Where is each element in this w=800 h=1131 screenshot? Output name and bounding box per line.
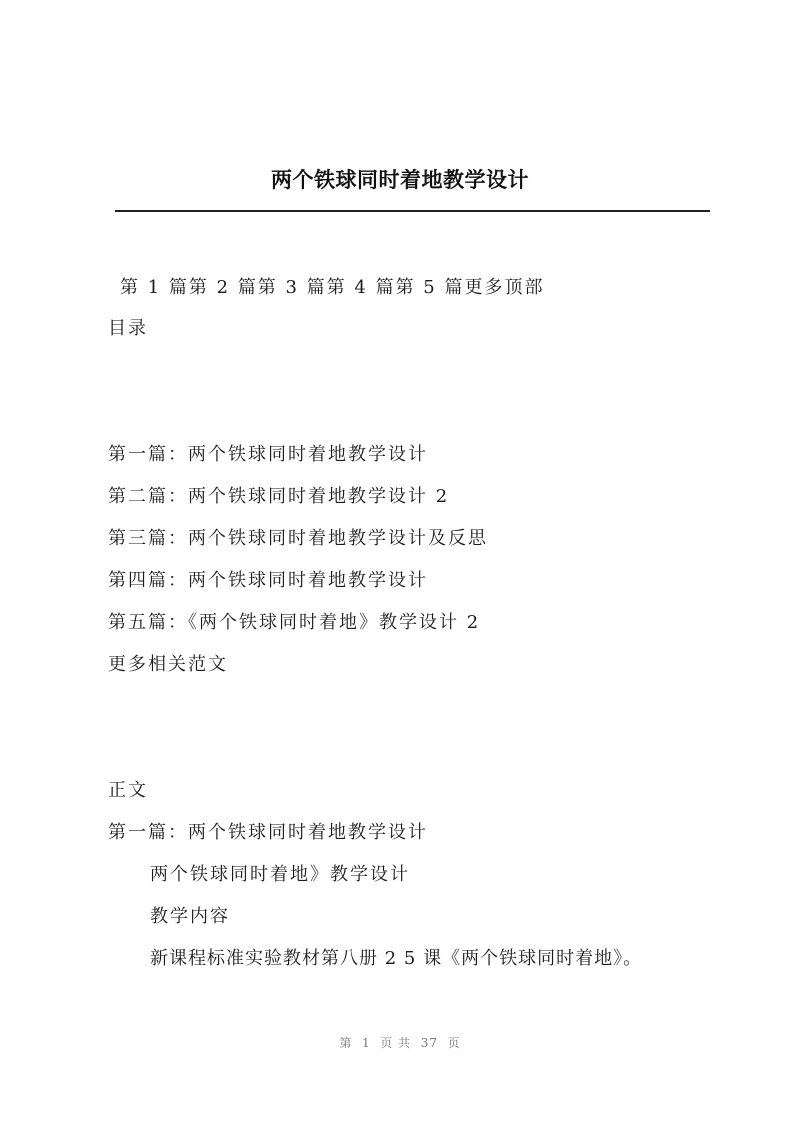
more-related-link[interactable]: 更多相关范文 [108,654,228,675]
toc-item-3[interactable]: 第三篇：两个铁球同时着地教学设计及反思 [108,528,488,549]
section-heading: 第一篇：两个铁球同时着地教学设计 [108,822,428,843]
title-divider [115,210,710,212]
body-heading: 正文 [108,780,148,801]
page-footer: 第 1 页 共 37 页 [339,1036,461,1050]
body-paragraph: 教学内容 [150,906,230,927]
section-nav-links[interactable]: 第 1 篇第 2 篇第 3 篇第 4 篇第 5 篇更多顶部 [120,277,545,298]
body-paragraph: 两个铁球同时着地》教学设计 [150,864,410,885]
toc-item-2[interactable]: 第二篇：两个铁球同时着地教学设计 2 [108,486,450,507]
toc-item-5[interactable]: 第五篇：《两个铁球同时着地》教学设计 2 [108,612,481,633]
body-paragraph: 新课程标准实验教材第八册 2 5 课《两个铁球同时着地》。 [150,948,643,969]
toc-heading: 目录 [108,318,148,339]
toc-item-1[interactable]: 第一篇：两个铁球同时着地教学设计 [108,444,428,465]
document-title: 两个铁球同时着地教学设计 [271,168,529,192]
toc-item-4[interactable]: 第四篇：两个铁球同时着地教学设计 [108,570,428,591]
